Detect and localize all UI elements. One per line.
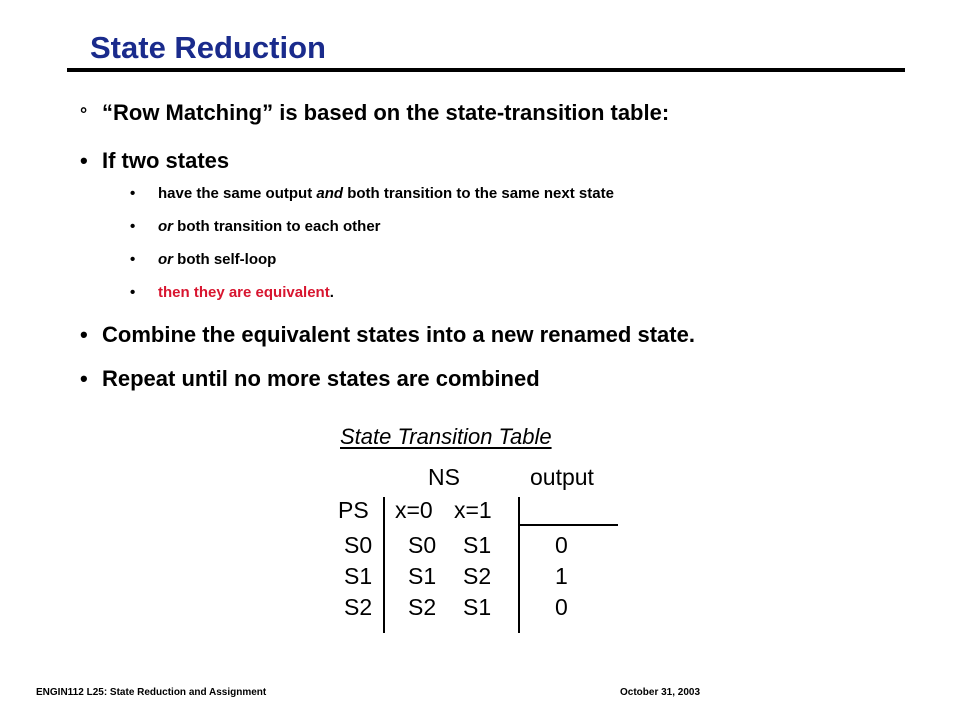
table-title: State Transition Table — [340, 424, 552, 449]
bullet-marker: • — [130, 284, 136, 301]
text-part: have the same output — [158, 185, 317, 202]
subbullet-each-other — [130, 218, 381, 235]
header-x0: x=0 — [395, 497, 433, 523]
cell-x1: S1 — [463, 532, 492, 558]
table-divider-output — [518, 497, 520, 633]
header-output: output — [530, 464, 594, 490]
header-x1: x=1 — [454, 497, 492, 523]
footer-course: ENGIN112 L25: State Reduction and Assignment — [36, 687, 267, 698]
text-emphasis: and — [316, 185, 344, 202]
text-emphasis: or — [158, 218, 173, 235]
subbullet-equivalent — [130, 284, 334, 301]
text-part: both transition to the same next state — [343, 185, 614, 202]
bullet-text: “Row Matching” is based on the state-transition table: — [102, 100, 670, 125]
subbullet-same-output — [130, 185, 614, 202]
text-part: . — [329, 284, 334, 301]
subbullet-text — [158, 218, 381, 235]
slide-title: State Reduction — [90, 30, 326, 65]
table-header-rule — [518, 524, 618, 526]
cell-x0: S1 — [408, 563, 437, 589]
cell-ps: S1 — [344, 563, 373, 589]
bullet-text: Combine the equivalent states into a new renamed state. — [102, 322, 695, 347]
bullet-marker: • — [130, 251, 136, 268]
cell-x0: S0 — [408, 532, 437, 558]
subbullet-text — [158, 251, 276, 268]
bullet-marker: • — [130, 218, 136, 235]
cell-output: 0 — [555, 594, 568, 620]
cell-x1: S1 — [463, 594, 492, 620]
bullet-marker: • — [130, 185, 136, 202]
bullet-marker: • — [80, 148, 88, 173]
bullet-text: If two states — [102, 148, 230, 173]
subbullet-text — [158, 185, 614, 202]
bullet-marker: • — [80, 366, 88, 391]
bullet-marker: ° — [80, 104, 88, 124]
title-underline — [67, 68, 905, 72]
header-ps: PS — [338, 497, 369, 523]
table-divider-ps — [383, 497, 385, 633]
cell-ps: S0 — [344, 532, 373, 558]
bullet-marker: • — [80, 322, 88, 347]
cell-output: 1 — [555, 563, 568, 589]
subbullet-self-loop — [130, 251, 276, 268]
bullet-text: Repeat until no more states are combined — [102, 366, 540, 391]
cell-x1: S2 — [463, 563, 492, 589]
subbullet-text — [158, 284, 334, 301]
footer-date: October 31, 2003 — [620, 687, 701, 698]
highlight-text: then they are equivalent — [158, 284, 330, 301]
bullet-combine — [80, 322, 695, 348]
text-part: both transition to each other — [173, 218, 381, 235]
cell-output: 0 — [555, 532, 568, 558]
text-part: both self-loop — [173, 251, 277, 268]
bullet-if-two-states — [80, 148, 229, 174]
cell-ps: S2 — [344, 594, 373, 620]
cell-x0: S2 — [408, 594, 437, 620]
bullet-row-matching — [80, 100, 669, 126]
text-emphasis: or — [158, 251, 173, 268]
header-ns: NS — [428, 464, 460, 490]
bullet-repeat — [80, 366, 540, 392]
